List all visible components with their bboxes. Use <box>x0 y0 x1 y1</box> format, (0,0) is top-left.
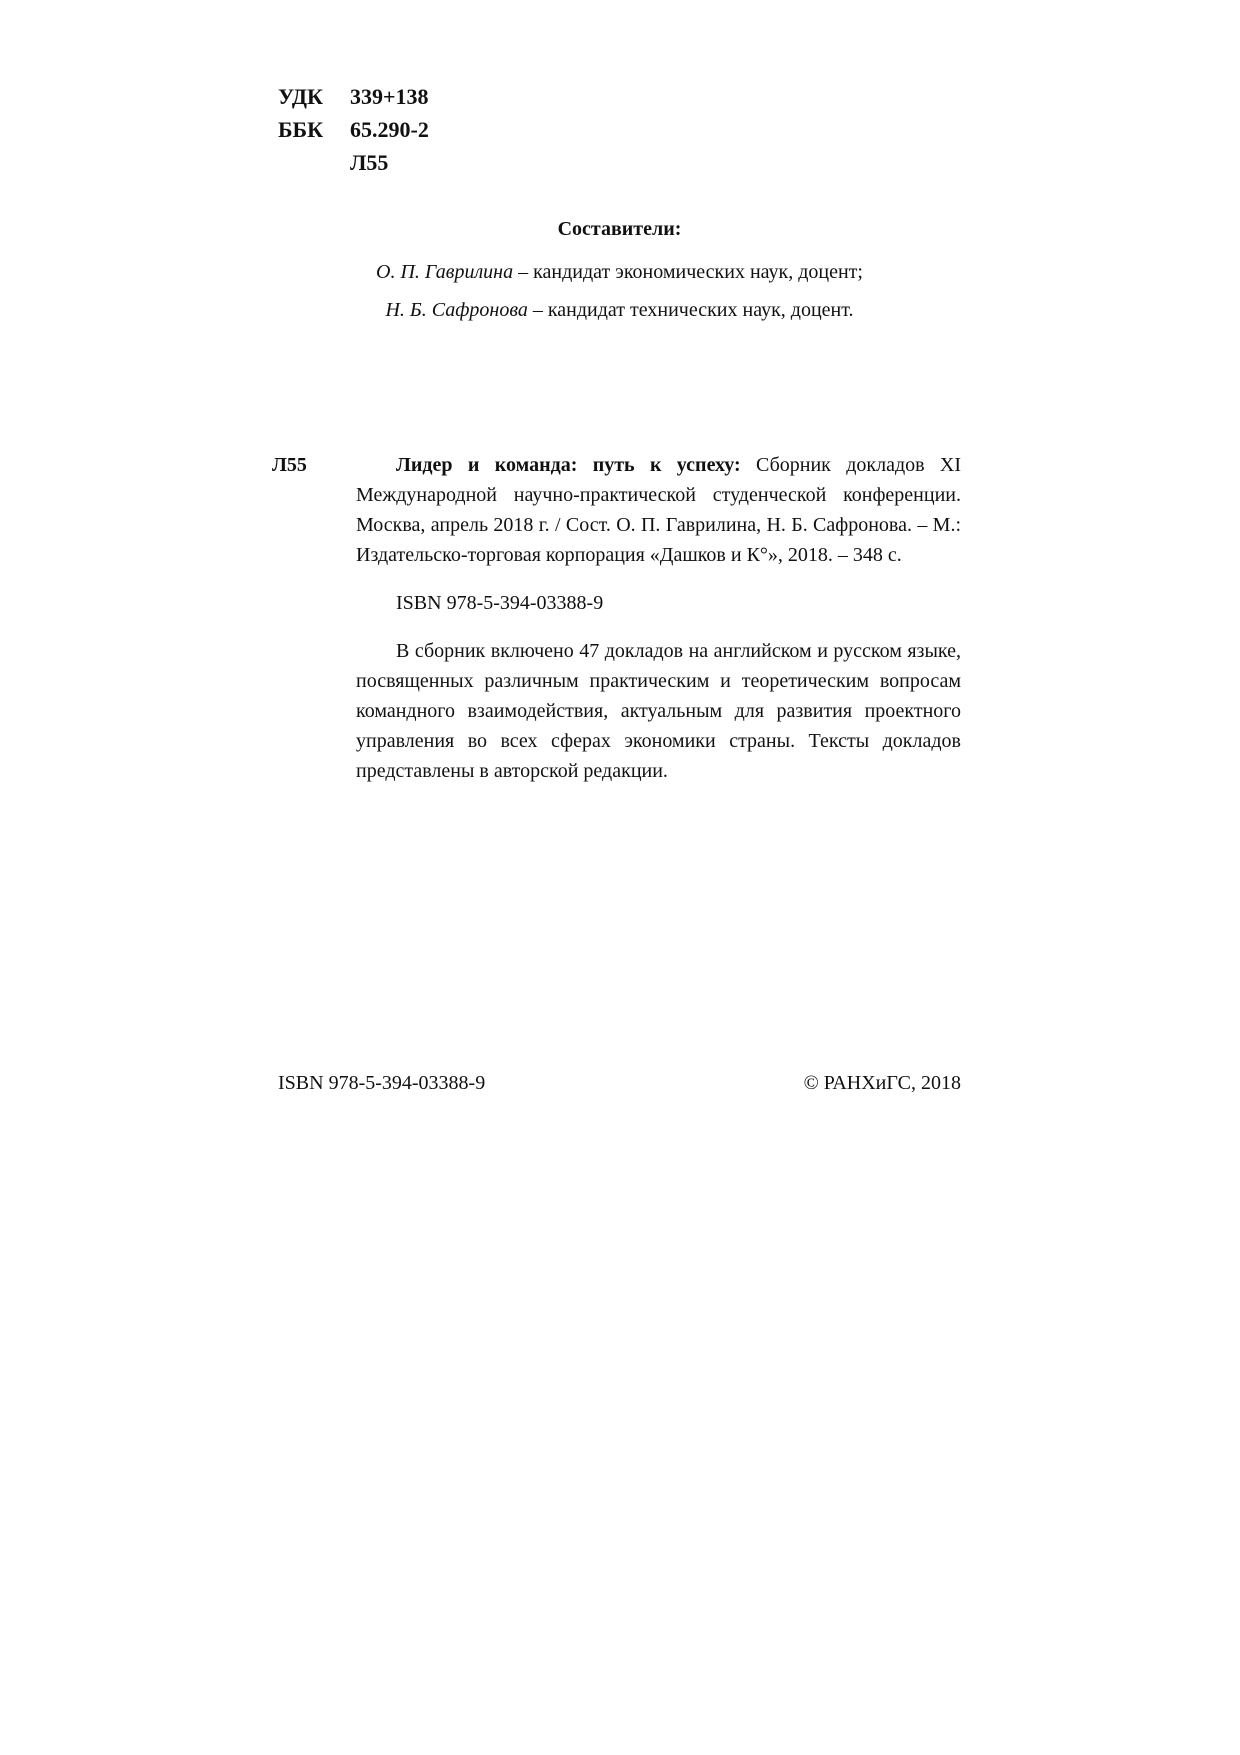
footer-copyright: © РАНХиГС, 2018 <box>803 1072 961 1094</box>
compiler-role: – кандидат экономических наук, доцент; <box>513 261 863 283</box>
footer <box>278 1068 961 1098</box>
card-isbn: ISBN 978-5-394-03388-9 <box>396 592 604 614</box>
bbk-label: ББК <box>278 117 324 142</box>
udk-value: 339+138 <box>350 84 429 109</box>
catalog-card <box>272 450 961 786</box>
author-sign-row <box>278 146 429 179</box>
author-sign: Л55 <box>350 150 389 175</box>
compilers-title: Составители: <box>557 218 682 240</box>
compilers-section <box>278 215 961 329</box>
card-author-sign: Л55 <box>272 454 307 476</box>
card-annotation: В сборник включено 47 докладов на английском и русском языке, посвященных различным практическим и теоретическим вопросам командного взаимодействия, актуальным для развития проектного управления во всех сферах экономики страны. Тексты докладов представлены в авторской редакции. <box>356 640 961 782</box>
bbk-row <box>278 113 429 146</box>
compiler-name: Н. Б. Сафронова <box>385 299 528 321</box>
compiler-role: – кандидат технических наук, доцент. <box>527 299 854 321</box>
compiler-name: О. П. Гаврилина <box>376 261 514 283</box>
book-imprint: Сборник докладов XI Международной научно-практической студенческой конференции. Москва, апрель 2018 г. / Сост. О. П. Гаврилина, Н. Б. Сафронова. – М.: Издательско-торговая корпорация «Дашков и К°», 2018. – 348 с. <box>356 454 962 566</box>
card-description <box>356 450 961 570</box>
footer-isbn: ISBN 978-5-394-03388-9 <box>278 1072 486 1094</box>
bbk-value: 65.290-2 <box>350 117 429 142</box>
classification-codes <box>278 80 429 179</box>
udk-row <box>278 80 429 113</box>
compiler-entry <box>278 291 961 329</box>
book-title: Лидер и команда: путь к успеху: <box>396 454 741 476</box>
author-sign-spacer <box>278 146 350 179</box>
udk-label: УДК <box>278 84 324 109</box>
compiler-entry <box>278 253 961 291</box>
